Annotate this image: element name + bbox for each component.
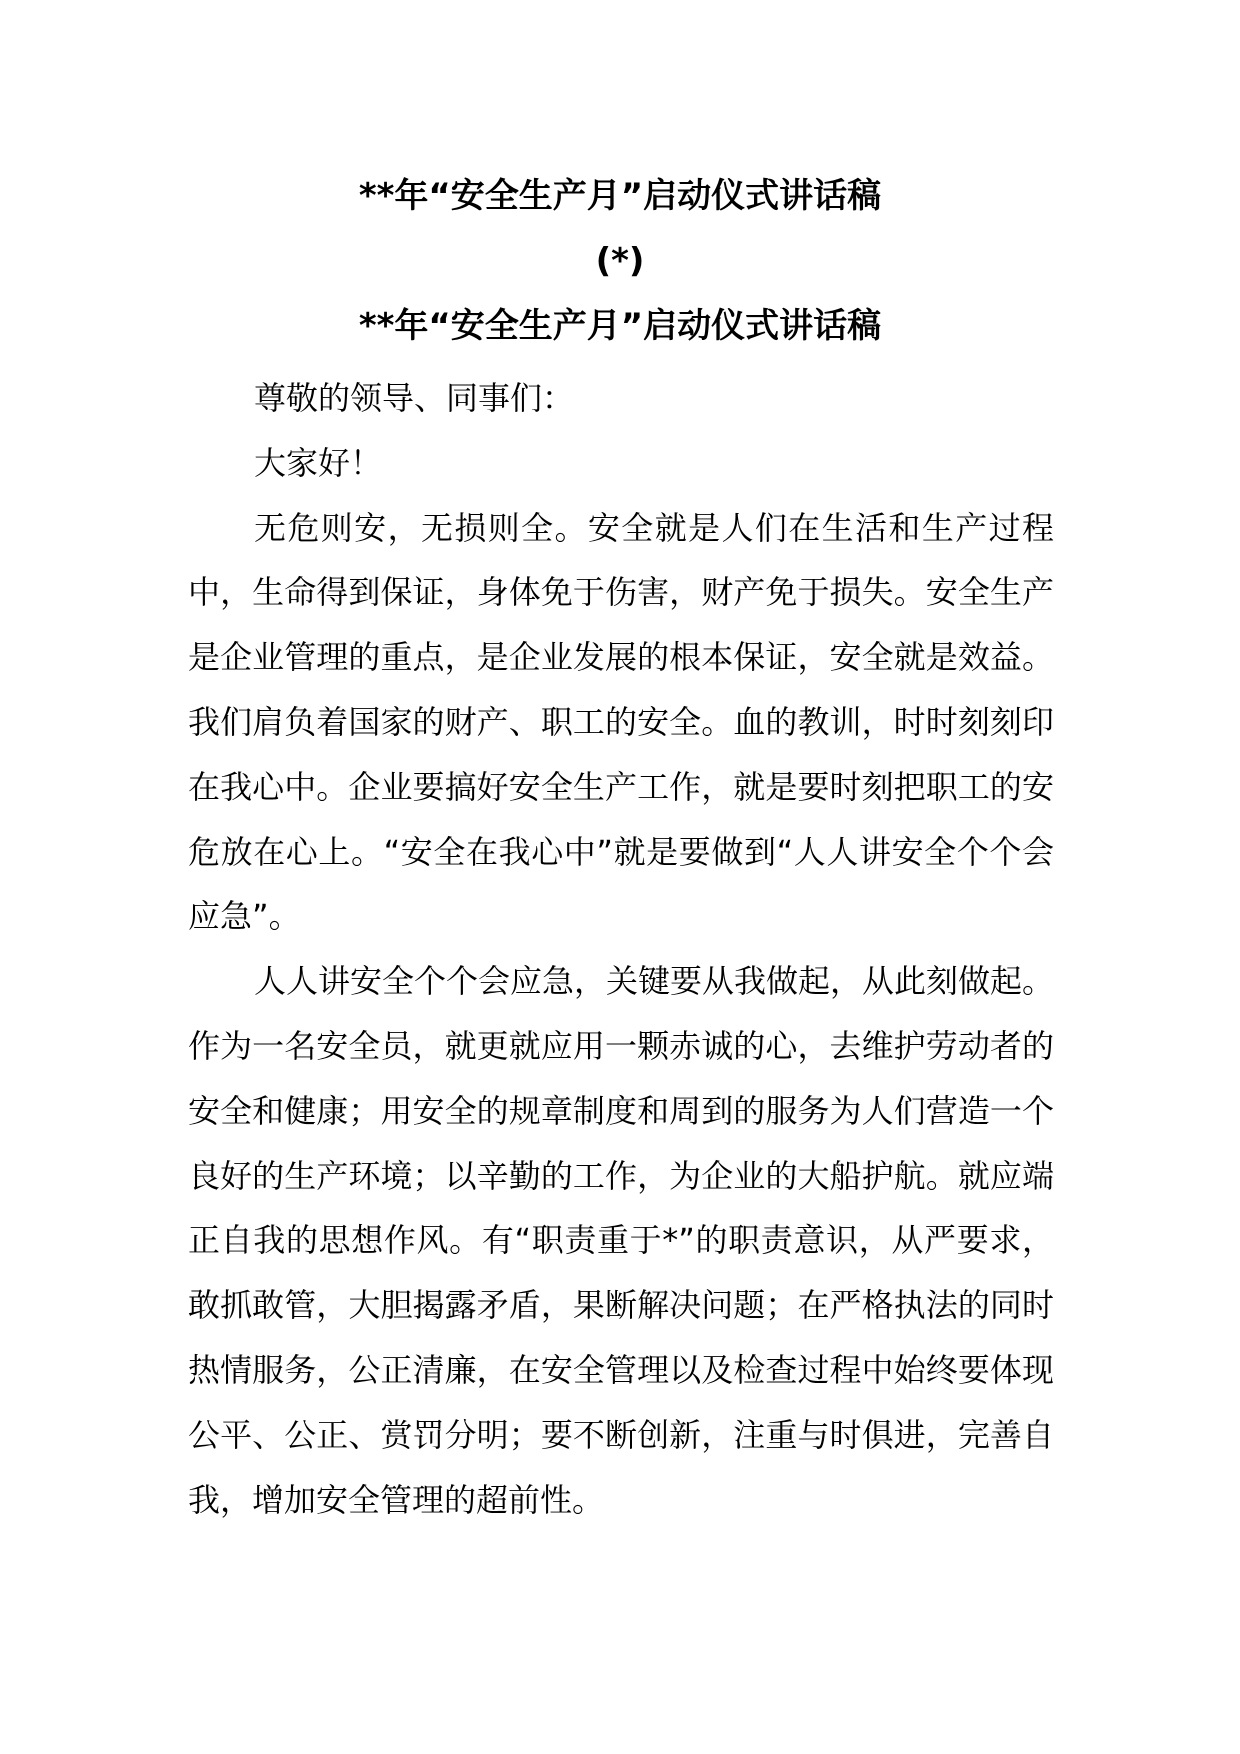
body-paragraph: 无危则安，无损则全。安全就是人们在生活和生产过程中，生命得到保证，身体免于伤害，财产免于损失。安全生产是企业管理的重点，是企业发展的根本保证，安全就是效益。我们肩负着国家的财产、职工的安全。血的教训，时时刻刻印在我心中。企业要搞好安全生产工作，就是要时刻把职工的安危放在心上。“安全在我心中”就是要做到“人人讲安全个个会应急”。 [188,508,1054,936]
document-title-repeat: **年“安全生产月”启动仪式讲话稿 [358,306,882,346]
document-title: **年“安全生产月”启动仪式讲话稿 [358,176,882,216]
body-paragraph: 人人讲安全个个会应急，关键要从我做起，从此刻做起。作为一名安全员，就更就应用一颗赤诚的心，去维护劳动者的安全和健康；用安全的规章制度和周到的服务为人们营造一个良好的生产环境；以辛勤的工作，为企业的大船护航。就应端正自我的思想作风。有“职责重于*”的职责意识，从严要求，敢抓敢管，大胆揭露矛盾，果断解决问题；在严格执法的同时热情服务，公正清廉，在安全管理以及检查过程中始终要体现公平、公正、赏罚分明；要不断创新，注重与时俱进，完善自我，增加安全管理的超前性。 [188,962,1055,1519]
salutation-paragraph: 尊敬的领导、同事们： [254,379,575,417]
greeting-paragraph: 大家好！ [254,443,383,482]
document-body [188,366,1054,1532]
document-subtitle: (*) [595,241,645,281]
